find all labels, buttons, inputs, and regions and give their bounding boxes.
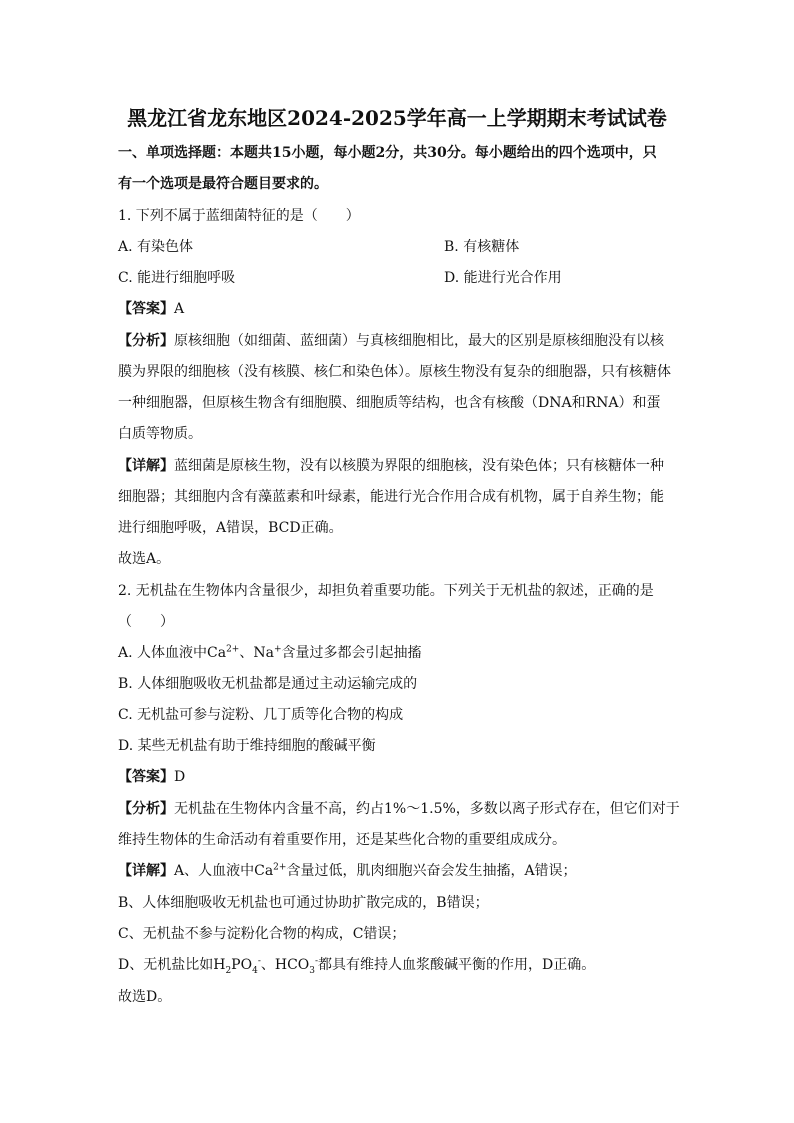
q2-option-c: C. 无机盐可参与淀粉、几丁质等化合物的构成 (118, 707, 404, 723)
ion-charge: + (273, 644, 282, 655)
q2-option-d: D. 某些无机盐有助于维持细胞的酸碱平衡 (118, 738, 376, 754)
q1-analysis-line1 (118, 331, 664, 351)
section-heading-line2: 有一个选项是最符合题目要求的。 (118, 176, 328, 192)
q2-option-a (118, 643, 422, 663)
detail-text: 蓝细菌是原核生物，没有以核膜为界限的细胞核，没有染色体；只有核糖体一种 (174, 458, 664, 474)
q1-option-a: A. 有染色体 (118, 239, 194, 255)
q2-choice: 故选D。 (118, 989, 172, 1005)
detail-text: 都具有维持人血浆酸碱平衡的作用，D正确。 (318, 957, 596, 973)
detail-label: 【详解】 (118, 863, 174, 879)
answer-value: A (174, 301, 185, 317)
q1-option-c: C. 能进行细胞呼吸 (118, 270, 236, 286)
ion-charge: 2+ (273, 862, 287, 873)
q1-analysis-line3: 一种细胞器，但原核生物含有细胞膜、细胞质等结构，也含有核酸（DNA和RNA）和蛋 (118, 395, 661, 411)
q1-option-b: B. 有核糖体 (444, 239, 520, 255)
formula-subscript: 2 (225, 965, 232, 976)
q2-answer (118, 767, 185, 787)
q2-detail-c: C、无机盐不参与淀粉化合物的构成，C错误； (118, 926, 406, 942)
q1-analysis-line2: 膜为界限的细胞核（没有核膜、核仁和染色体）。原核生物没有复杂的细胞器，只有核糖体 (118, 364, 671, 380)
q1-detail-line1 (118, 456, 664, 476)
analysis-text: 原核细胞（如细菌、蓝细菌）与真核细胞相比，最大的区别是原核细胞没有以核 (174, 333, 664, 349)
detail-text: 、HCO (260, 957, 310, 973)
formula-subscript: 3 (309, 965, 315, 976)
q1-analysis-line4: 白质等物质。 (118, 426, 202, 442)
answer-value: D (174, 769, 186, 785)
detail-text: A、人血液中Ca (174, 863, 274, 879)
q1-option-d: D. 能进行光合作用 (444, 270, 562, 286)
q2-stem-line1: 2. 无机盐在生物体内含量很少，却担负着重要功能。下列关于无机盐的叙述，正确的是 (118, 583, 654, 599)
q1-choice: 故选A。 (118, 551, 171, 567)
ion-charge: - (315, 956, 319, 967)
q1-answer (118, 299, 184, 319)
analysis-label: 【分析】 (118, 333, 174, 349)
detail-text: PO (231, 957, 253, 973)
q2-analysis-line2: 维持生物体的生命活动有着重要作用，还是某些化合物的重要组成成分。 (118, 832, 566, 848)
q1-detail-line3: 进行细胞呼吸，A错误，BCD正确。 (118, 520, 343, 536)
answer-label: 【答案】 (118, 301, 174, 317)
q2-detail-d (118, 955, 595, 975)
q2-detail-a (118, 861, 577, 881)
q2-option-a-text: 含量过多都会引起抽搐 (281, 645, 422, 661)
ion-charge: 2+ (226, 644, 240, 655)
section-heading-line1: 一、单项选择题：本题共15小题，每小题2分，共30分。每小题给出的四个选项中，只 (118, 145, 657, 161)
ion-charge: - (257, 956, 261, 967)
q1-detail-line2: 细胞器；其细胞内含有藻蓝素和叶绿素，能进行光合作用合成有机物，属于自养生物；能 (118, 489, 664, 505)
detail-label: 【详解】 (118, 458, 174, 474)
analysis-label: 【分析】 (118, 801, 174, 817)
detail-text: D、无机盐比如H (118, 957, 226, 973)
formula-subscript: 4 (252, 965, 258, 976)
q1-stem: 1. 下列不属于蓝细菌特征的是（ ） (118, 208, 360, 224)
detail-text: 含量过低，肌肉细胞兴奋会发生抽搐，A错误； (286, 863, 577, 879)
analysis-text: 无机盐在生物体内含量不高，约占1%～1.5%，多数以离子形式存在，但它们对于 (174, 801, 680, 817)
q2-option-a-text: A. 人体血液中Ca (118, 645, 227, 661)
q2-analysis-line1 (118, 799, 680, 819)
page-title: 黑龙江省龙东地区2024-2025学年高一上学期期末考试试卷 (127, 106, 667, 130)
q2-stem-line2: （ ） (118, 614, 174, 630)
q2-option-a-text: 、Na (239, 645, 274, 661)
q2-option-b: B. 人体细胞吸收无机盐都是通过主动运输完成的 (118, 676, 418, 692)
q2-detail-b: B、人体细胞吸收无机盐也可通过协助扩散完成的，B错误； (118, 895, 489, 911)
answer-label: 【答案】 (118, 769, 174, 785)
